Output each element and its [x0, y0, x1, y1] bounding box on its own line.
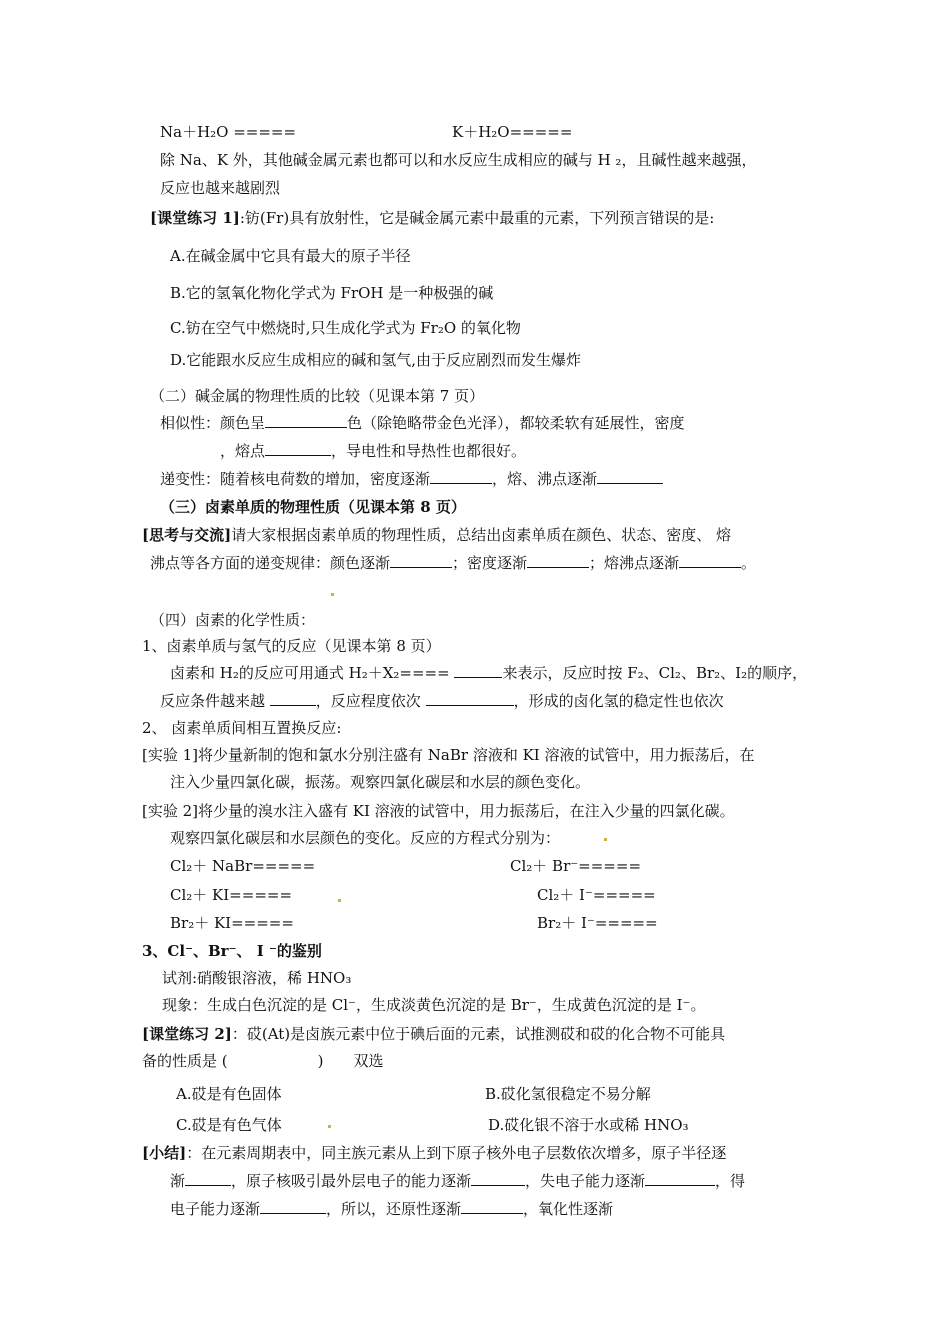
blank-field[interactable]	[461, 1199, 523, 1214]
summary-label: [小结]	[142, 1144, 187, 1162]
summary: [小结]：在元素周期表中，同主族元素从上到下原子核外电子层数依次增多，原子半径逐	[142, 1144, 727, 1162]
exercise-1-option-d: D.它能跟水反应生成相应的碱和氢气,由于反应剧烈而发生爆炸	[170, 351, 582, 369]
exercise-2-option-d: D.砹化银不溶于水或稀 HNO₃	[488, 1116, 689, 1134]
heading-3: 3、Cl⁻、Br⁻、 I ⁻的鉴别	[142, 942, 322, 960]
section-3-title: （三）卤素单质的物理性质（见课本第 8 页）	[160, 498, 466, 516]
heading-1: 1、卤素单质与氢气的反应（见课本第 8 页）	[142, 637, 441, 655]
exercise-1-option-b: B.它的氢氧化物化学式为 FrOH 是一种极强的碱	[170, 284, 494, 302]
similarity-line-1: 相似性：颜色呈 色（除铯略带金色光泽），都较柔软有延展性，密度	[160, 414, 685, 432]
exercise-2-line-2: 备的性质是 ( ) 双选	[142, 1052, 384, 1070]
speck-mark	[338, 899, 341, 902]
blank-field[interactable]	[390, 553, 452, 568]
exercise-1	[150, 208, 714, 228]
heading-2: 2、 卤素单质间相互置换反应:	[142, 719, 342, 737]
k-water-equation: K＋H₂O=====	[452, 123, 573, 141]
intro-line-2: 反应也越来越剧烈	[160, 179, 281, 197]
speck-mark	[331, 593, 334, 596]
equation-cl2-i-ion: Cl₂＋ I⁻=====	[537, 886, 656, 904]
exercise-1-text: :钫(Fr)具有放射性，它是碱金属元素中最重的元素，下列预言错误的是:	[239, 209, 715, 227]
blank-field[interactable]	[265, 441, 331, 456]
summary-line-3: 电子能力逐渐 ，所以，还原性逐渐 ，氧化性逐渐	[170, 1200, 614, 1218]
reagent-line: 试剂:硝酸银溶液，稀 HNO₃	[162, 969, 352, 987]
equation-br2-ki: Br₂＋ KI=====	[170, 914, 294, 932]
blank-field[interactable]	[679, 553, 741, 568]
think-exchange: [思考与交流]请大家根据卤素单质的物理性质，总结出卤素单质在颜色、状态、密度、 熔	[142, 526, 731, 544]
exercise-1-option-a: A.在碱金属中它具有最大的原子半径	[170, 247, 411, 265]
blank-field[interactable]	[597, 469, 663, 484]
intro-line-1: 除 Na、K 外，其他碱金属元素也都可以和水反应生成相应的碱与 H ₂，且碱性越来越强，	[160, 151, 757, 169]
blank-field[interactable]	[265, 413, 347, 428]
hydrogen-reaction-line-2: 反应条件越来越 ，反应程度依次 ，形成的卤化氢的稳定性也依次	[160, 692, 724, 710]
phenomenon-line: 现象：生成白色沉淀的是 Cl⁻，生成淡黄色沉淀的是 Br⁻，生成黄色沉淀的是 I⁻。	[162, 996, 706, 1014]
exercise-2-label: [课堂练习 2]	[142, 1025, 232, 1043]
exercise-2-option-b: B.砹化氢很稳定不易分解	[485, 1085, 651, 1103]
exercise-2-option-c: C.砹是有色气体	[176, 1116, 282, 1134]
experiment-2-line-2: 观察四氯化碳层和水层颜色的变化。反应的方程式分别为：	[170, 829, 561, 847]
similarity-line-2: ，熔点 ，导电性和导热性也都很好。	[220, 442, 527, 460]
think-exchange-label: [思考与交流]	[142, 526, 232, 544]
blank-field[interactable]	[454, 663, 502, 678]
experiment-1-line-1: [实验 1]将少量新制的饱和氯水分别注盛有 NaBr 溶液和 KI 溶液的试管中，用力振荡后，在	[142, 746, 755, 764]
blank-field[interactable]	[270, 691, 316, 706]
experiment-1-line-2: 注入少量四氯化碳，振荡。观察四氯化碳层和水层的颜色变化。	[170, 773, 591, 791]
exercise-1-label: [课堂练习 1]	[150, 209, 240, 227]
blank-field[interactable]	[426, 691, 514, 706]
equation-cl2-nabr: Cl₂＋ NaBr=====	[170, 857, 316, 875]
equation-br2-i-ion: Br₂＋ I⁻=====	[537, 914, 658, 932]
experiment-2-line-1: [实验 2]将少量的溴水注入盛有 KI 溶液的试管中，用力振荡后，在注入少量的四氯化碳。	[142, 802, 735, 820]
blank-field[interactable]	[185, 1171, 231, 1186]
exercise-2-option-a: A.砹是有色固体	[176, 1085, 282, 1103]
blank-field[interactable]	[430, 469, 492, 484]
hydrogen-reaction-line-1: 卤素和 H₂的反应可用通式 H₂＋X₂==== 来表示，反应时按 F₂、Cl₂、Br₂、I₂的顺序，	[170, 664, 808, 682]
speck-mark	[604, 838, 607, 841]
gradation-line: 递变性：随着核电荷数的增加，密度逐渐 ，熔、沸点逐渐	[160, 469, 663, 489]
blank-field[interactable]	[527, 553, 589, 568]
speck-mark	[328, 1125, 331, 1128]
blank-field[interactable]	[645, 1171, 715, 1186]
summary-line-2: 渐 ，原子核吸引最外层电子的能力逐渐 ，失电子能力逐渐 ，得	[170, 1172, 746, 1190]
exercise-2: [课堂练习 2]：砹(At)是卤族元素中位于碘后面的元素，试推测砹和砹的化合物不可能具	[142, 1025, 726, 1043]
section-4-title: （四）卤素的化学性质：	[150, 611, 316, 629]
exercise-1-option-c: C.钫在空气中燃烧时,只生成化学式为 Fr₂O 的氧化物	[170, 319, 521, 337]
equation-cl2-br-ion: Cl₂＋ Br⁻=====	[510, 857, 642, 875]
na-water-equation: Na＋H₂O =====	[160, 123, 297, 141]
section-2-title: （二）碱金属的物理性质的比较（见课本第 7 页）	[150, 387, 485, 405]
blank-field[interactable]	[260, 1199, 326, 1214]
blank-field[interactable]	[471, 1171, 525, 1186]
think-exchange-line-2: 沸点等各方面的递变规律：颜色逐渐 ；密度逐渐 ；熔沸点逐渐 。	[150, 554, 757, 572]
equation-cl2-ki: Cl₂＋ KI=====	[170, 886, 293, 904]
